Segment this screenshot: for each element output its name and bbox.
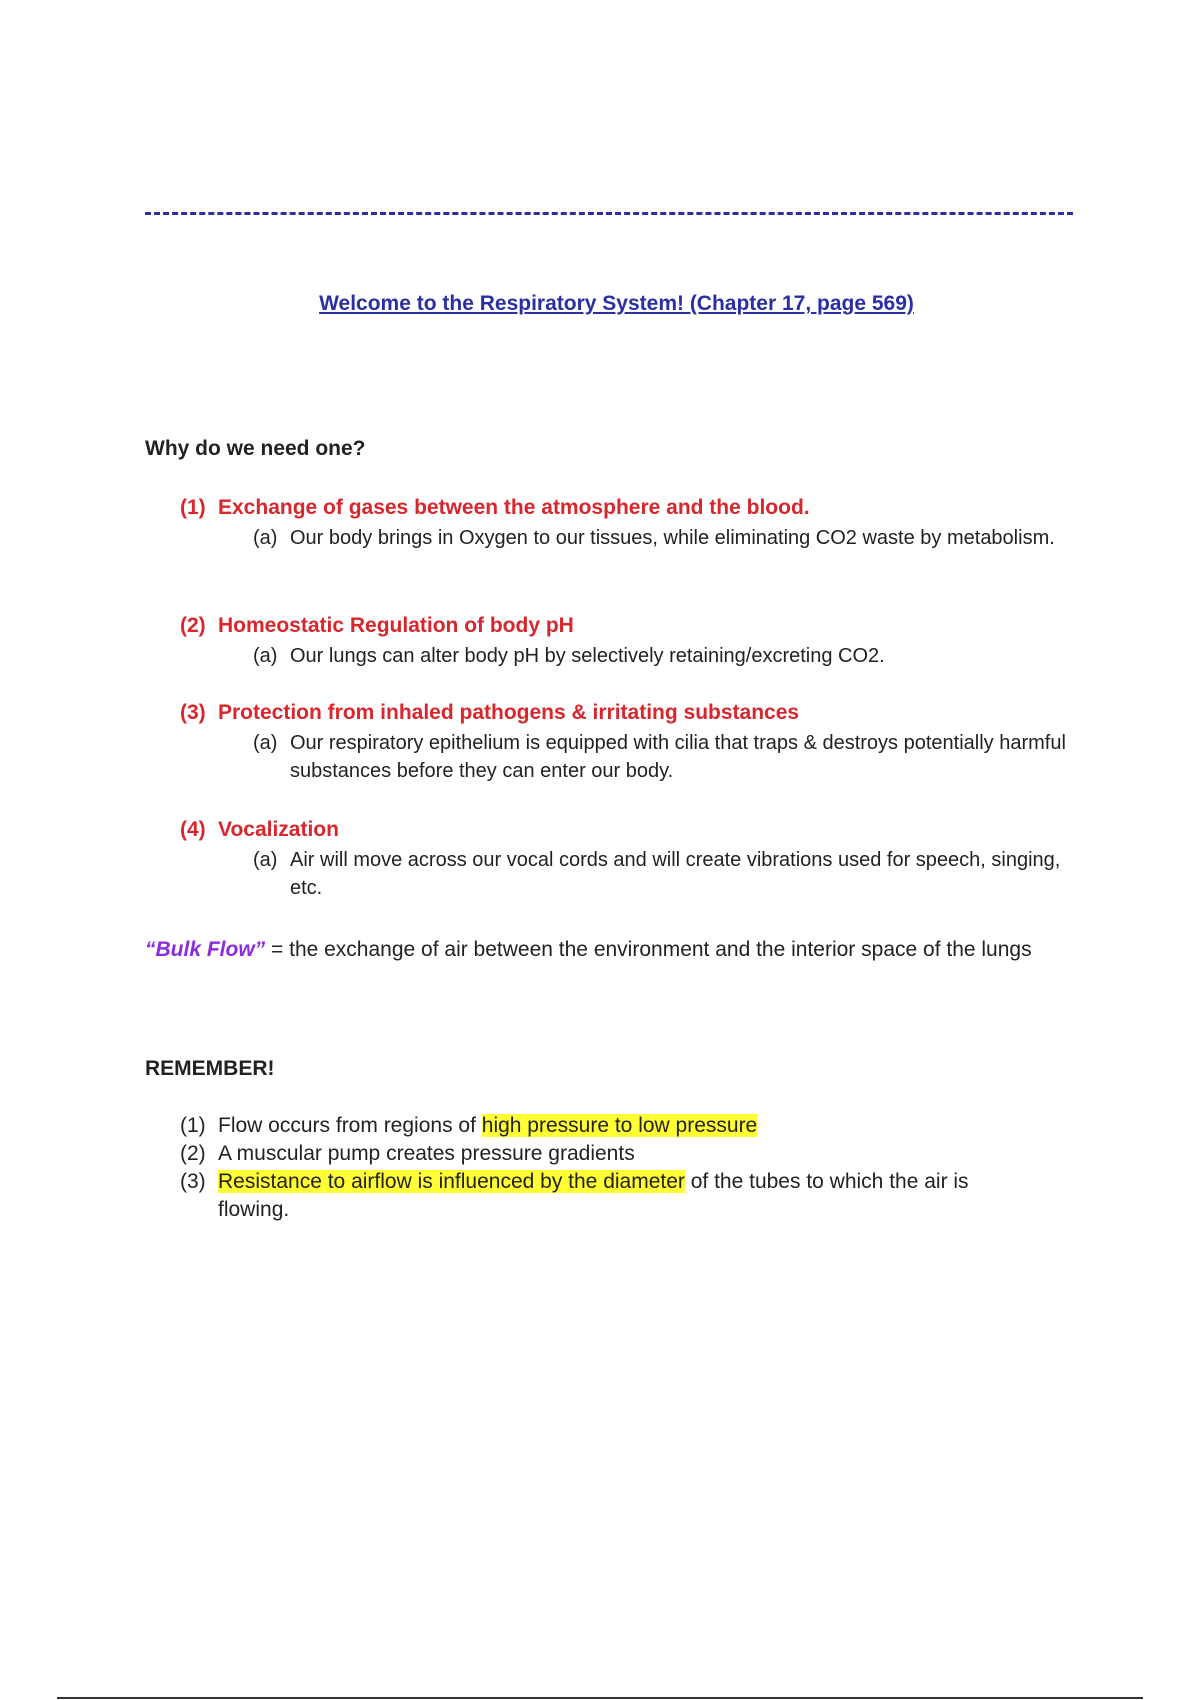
- remember-list: [180, 1112, 1040, 1224]
- page-title[interactable]: Welcome to the Respiratory System! (Chapter 17, page 569): [319, 292, 914, 315]
- reason-number: (4): [180, 818, 206, 841]
- reason-item-4: [180, 818, 1080, 902]
- page-bottom-rule: [57, 1697, 1143, 1699]
- reason-heading: Protection from inhaled pathogens & irritating substances: [218, 701, 800, 724]
- reason-detail: [253, 729, 1080, 785]
- reason-item-1: [180, 496, 1080, 552]
- reason-heading: Vocalization: [218, 818, 339, 841]
- remember-number: (1): [180, 1114, 206, 1137]
- sub-label: (a): [253, 645, 278, 667]
- remember-text: of the tubes to which the air is flowing.: [218, 1170, 969, 1221]
- reason-number: (3): [180, 701, 206, 724]
- reason-number: (2): [180, 614, 206, 637]
- remember-heading: REMEMBER!: [145, 1057, 275, 1080]
- remember-item-1: [180, 1112, 1040, 1140]
- sub-label: (a): [253, 527, 278, 549]
- highlighted-text: high pressure to low pressure: [481, 1114, 758, 1137]
- detail-text: Our body brings in Oxygen to our tissues, while eliminating CO2 waste by metabolism.: [290, 527, 1055, 549]
- remember-text: Flow occurs from regions of: [218, 1114, 482, 1137]
- reason-heading: Homeostatic Regulation of body pH: [218, 614, 574, 637]
- remember-number: (3): [180, 1170, 206, 1193]
- remember-text: A muscular pump creates pressure gradients: [218, 1142, 635, 1165]
- reason-item-3: [180, 701, 1080, 785]
- detail-text: Air will move across our vocal cords and will create vibrations used for speech, singing, etc.: [290, 849, 1061, 899]
- bulk-flow-term: “Bulk Flow”: [145, 938, 266, 961]
- remember-number: (2): [180, 1142, 206, 1165]
- sub-label: (a): [253, 849, 278, 871]
- highlighted-text: Resistance to airflow is influenced by the diameter: [218, 1170, 685, 1193]
- sub-label: (a): [253, 732, 278, 754]
- reason-detail: [253, 846, 1080, 902]
- reason-detail: [253, 524, 1080, 552]
- detail-text: Our lungs can alter body pH by selectively retaining/excreting CO2.: [290, 645, 885, 667]
- detail-text: Our respiratory epithelium is equipped with cilia that traps & destroys potentially harmful substances before they can enter our body.: [290, 732, 1066, 782]
- reason-heading: Exchange of gases between the atmosphere and the blood.: [218, 496, 810, 519]
- remember-item-2: [180, 1140, 1040, 1168]
- bulk-flow-text: = the exchange of air between the environment and the interior space of the lungs: [265, 938, 1032, 961]
- page-divider: [145, 212, 1073, 215]
- question-heading: Why do we need one?: [145, 437, 366, 460]
- reason-number: (1): [180, 496, 206, 519]
- reason-detail: [253, 642, 1080, 670]
- bulk-flow-definition: [145, 938, 1032, 962]
- remember-item-3: [180, 1168, 1040, 1224]
- reason-item-2: [180, 614, 1080, 670]
